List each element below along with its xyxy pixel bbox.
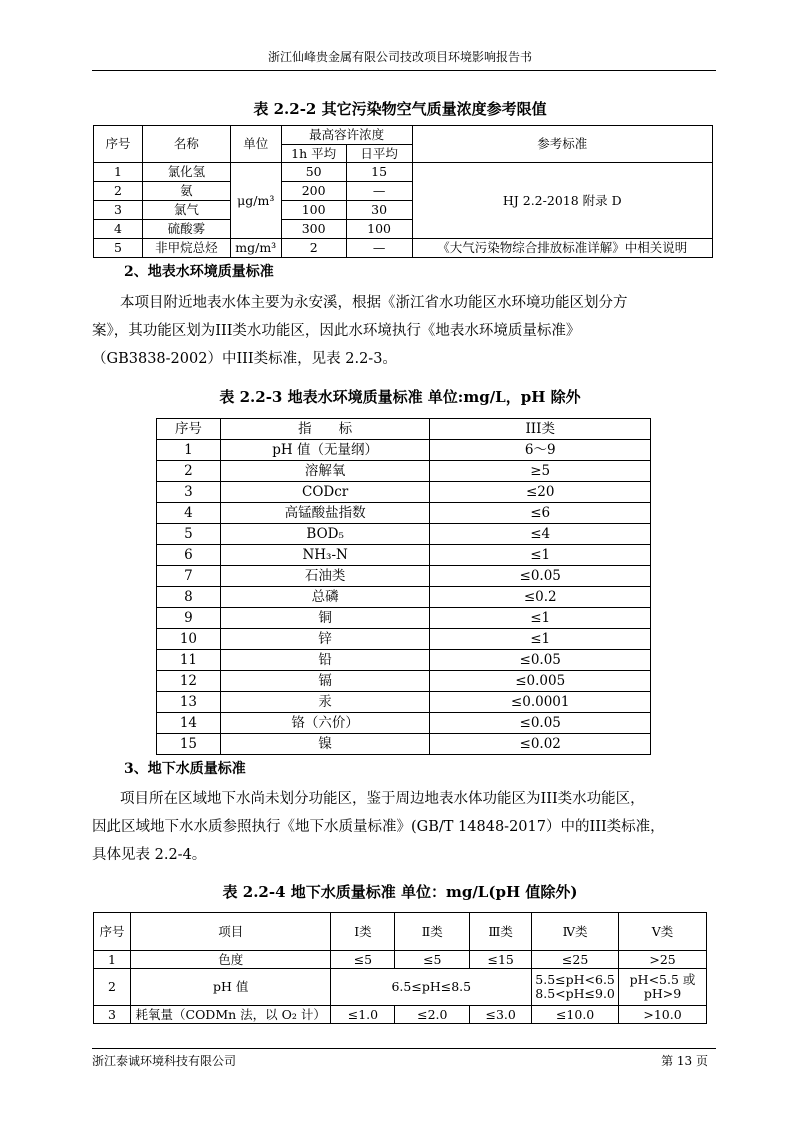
table-cell: ≤2.0: [395, 1006, 470, 1024]
table-cell: 4: [157, 503, 221, 524]
table-cell: ≤15: [470, 951, 532, 969]
table-row: [157, 587, 651, 608]
table-cell: mg/m³: [230, 239, 281, 258]
table-row: [157, 734, 651, 755]
table1-header-max: 最高容许浓度: [281, 126, 412, 145]
table-cell: ≤0.02: [430, 734, 651, 755]
table-cell: ≤5: [331, 951, 395, 969]
table-cell: 7: [157, 566, 221, 587]
table-row: [157, 524, 651, 545]
table-cell: BOD₅: [220, 524, 430, 545]
table-cell: ≤1: [430, 629, 651, 650]
table-cell: 《大气污染物综合排放标准详解》中相关说明: [412, 239, 712, 258]
table-cell: ≥5: [430, 461, 651, 482]
table3-header-c1: Ⅰ类: [331, 913, 395, 951]
table-cell: ≤0.0001: [430, 692, 651, 713]
table-row: [157, 440, 651, 461]
table-cell: 石油类: [220, 566, 430, 587]
table-cell: 镍: [220, 734, 430, 755]
table-row: [157, 566, 651, 587]
table-cell: 锌: [220, 629, 430, 650]
table-row: [157, 461, 651, 482]
table-surface-water: [156, 418, 651, 755]
table1-header-1h: 1h 平均: [281, 145, 346, 163]
table-cell: 溶解氧: [220, 461, 430, 482]
table-cell: >10.0: [619, 1006, 707, 1024]
table-cell: 15: [157, 734, 221, 755]
table-row: [157, 503, 651, 524]
section2-line1: 本项目附近地表水体主要为永安溪，根据《浙江省水功能区水环境功能区划分方: [120, 295, 628, 311]
table-cell: 3: [94, 1006, 131, 1024]
table3-header-c3: Ⅲ类: [470, 913, 532, 951]
table1-ref-group: HJ 2.2-2018 附录 D: [412, 163, 712, 239]
table-cell: 6.5≤pH≤8.5: [331, 969, 532, 1006]
section2-title: 2、地表水环境质量标准: [124, 264, 274, 280]
table-cell: ≤25: [532, 951, 619, 969]
table-cell: ≤0.05: [430, 713, 651, 734]
table-row: [157, 650, 651, 671]
table-cell: ≤10.0: [532, 1006, 619, 1024]
table-cell: 11: [157, 650, 221, 671]
table-cell: 6～9: [430, 440, 651, 461]
footer-divider: [92, 1048, 716, 1049]
table1-caption: 表 2.2-2 其它污染物空气质量浓度参考限值: [253, 100, 547, 118]
table-cell: 10: [157, 629, 221, 650]
table-cell-line: 8.5<pH≤9.0: [535, 986, 615, 1001]
table3-caption: 表 2.2-4 地下水质量标准 单位：mg/L(pH 值除外): [222, 883, 578, 901]
table-row: [157, 671, 651, 692]
table-cell: 镉: [220, 671, 430, 692]
table-cell: 2: [281, 239, 346, 258]
table-cell-line: pH<5.5 或: [629, 972, 696, 988]
table-air-quality: [93, 125, 713, 258]
table-cell: 1: [94, 951, 131, 969]
table-cell-line: 5.5≤pH<6.5: [535, 972, 615, 988]
table1-header-seq: 序号: [94, 126, 143, 163]
section2-line2: 案》，其功能区划为III类水功能区，因此水环境执行《地表水环境质量标准》: [92, 323, 581, 339]
table-cell: 硫酸雾: [142, 220, 230, 239]
table-cell: 铜: [220, 608, 430, 629]
table-cell: 汞: [220, 692, 430, 713]
footer-company: 浙江泰诚环境科技有限公司: [92, 1054, 237, 1068]
table-cell: CODcr: [220, 482, 430, 503]
table-cell: 铅: [220, 650, 430, 671]
table-row: [157, 482, 651, 503]
table2-header-indicator: 指 标: [220, 419, 430, 440]
table-cell: 非甲烷总烃: [142, 239, 230, 258]
table-cell: 9: [157, 608, 221, 629]
table1-header-ref: 参考标准: [412, 126, 712, 163]
table-cell: 氨: [142, 182, 230, 201]
table-cell: 2: [94, 969, 131, 1006]
table-cell: 3: [94, 201, 143, 220]
table-cell: 15: [346, 163, 412, 182]
table-cell: ≤3.0: [470, 1006, 532, 1024]
table3-header-c5: Ⅴ类: [619, 913, 707, 951]
table-row: [157, 608, 651, 629]
table-cell: 1: [94, 163, 143, 182]
table1-header-day: 日平均: [346, 145, 412, 163]
section2-line3: （GB3838-2002）中III类标准，见表 2.2-3。: [92, 351, 397, 367]
table-row: [157, 713, 651, 734]
table2-header-class: III类: [430, 419, 651, 440]
table-cell: 2: [94, 182, 143, 201]
table2-caption: 表 2.2-3 地表水环境质量标准 单位:mg/L，pH 除外: [219, 388, 581, 406]
table-cell: ≤1.0: [331, 1006, 395, 1024]
table-cell: 8: [157, 587, 221, 608]
table-cell: >25: [619, 951, 707, 969]
table-cell: ≤1: [430, 608, 651, 629]
table-cell: [532, 969, 619, 1006]
table-cell: ≤0.005: [430, 671, 651, 692]
table-cell: 高锰酸盐指数: [220, 503, 430, 524]
table-cell: ≤0.05: [430, 650, 651, 671]
table-cell: ≤4: [430, 524, 651, 545]
header-divider: [92, 70, 716, 71]
table-cell: ≤6: [430, 503, 651, 524]
table-cell: 耗氧量（CODMn 法，以 O₂ 计）: [130, 1006, 331, 1024]
table-cell: [619, 969, 707, 1006]
table3-header-item: 项目: [130, 913, 331, 951]
table-cell: 50: [281, 163, 346, 182]
table-cell: 铬（六价）: [220, 713, 430, 734]
table-cell: 100: [346, 220, 412, 239]
section3-line1: 项目所在区域地下水尚未划分功能区，鉴于周边地表水体功能区为III类水功能区，: [120, 791, 645, 807]
page-header: 浙江仙峰贵金属有限公司技改项目环境影响报告书: [267, 50, 532, 64]
table-cell: 100: [281, 201, 346, 220]
table1-unit-group: μg/m³: [230, 163, 281, 239]
footer-page-number: 第 13 页: [661, 1054, 708, 1068]
table-cell: 14: [157, 713, 221, 734]
table-groundwater: [93, 912, 707, 1024]
table3-header-seq: 序号: [94, 913, 131, 951]
table-cell: ≤1: [430, 545, 651, 566]
table-cell: pH 值（无量纲）: [220, 440, 430, 461]
table-cell: 氯气: [142, 201, 230, 220]
table-cell: 4: [94, 220, 143, 239]
table-cell: ≤0.2: [430, 587, 651, 608]
table-cell: 5: [157, 524, 221, 545]
table-cell: 氯化氢: [142, 163, 230, 182]
table1-header-unit: 单位: [230, 126, 281, 163]
table2-header-seq: 序号: [157, 419, 221, 440]
table-cell: ≤20: [430, 482, 651, 503]
table-row: [157, 692, 651, 713]
table-cell: —: [346, 182, 412, 201]
table-cell: 12: [157, 671, 221, 692]
section3-line3: 具体见表 2.2-4。: [92, 847, 207, 863]
table-cell-line: pH>9: [643, 986, 682, 1001]
table-cell: 总磷: [220, 587, 430, 608]
table-cell: 300: [281, 220, 346, 239]
table-cell: 200: [281, 182, 346, 201]
table-row: [157, 629, 651, 650]
table-cell: 5: [94, 239, 143, 258]
table-cell: NH₃-N: [220, 545, 430, 566]
table-cell: —: [346, 239, 412, 258]
section3-title: 3、地下水质量标准: [124, 761, 246, 777]
table-cell: 色度: [130, 951, 331, 969]
table3-header-c2: Ⅱ类: [395, 913, 470, 951]
table3-header-c4: Ⅳ类: [532, 913, 619, 951]
table-cell: ≤5: [395, 951, 470, 969]
table-cell: 30: [346, 201, 412, 220]
table1-header-name: 名称: [142, 126, 230, 163]
table-row: [157, 545, 651, 566]
table-cell: 1: [157, 440, 221, 461]
table-cell: 2: [157, 461, 221, 482]
table-cell: 6: [157, 545, 221, 566]
table-cell: pH 值: [130, 969, 331, 1006]
table-cell: 3: [157, 482, 221, 503]
table-cell: ≤0.05: [430, 566, 651, 587]
section3-line2: 因此区域地下水水质参照执行《地下水质量标准》(GB/T 14848-2017）中的III类标准，: [92, 819, 665, 835]
table-cell: 13: [157, 692, 221, 713]
